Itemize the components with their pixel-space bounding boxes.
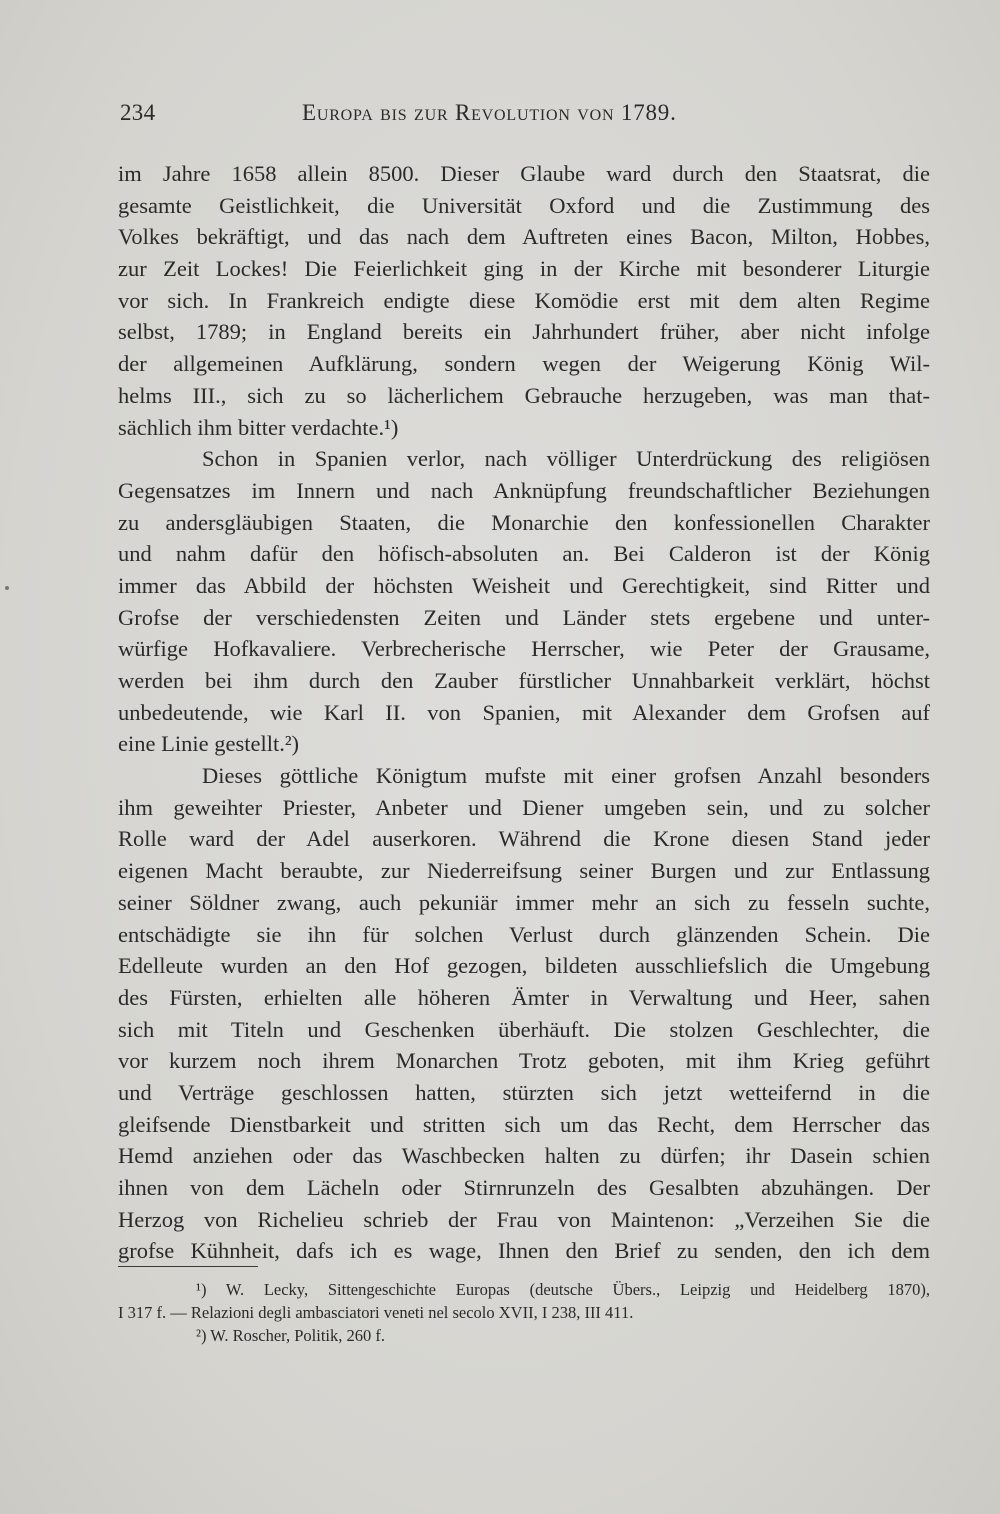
text-line: würfige Hofkavaliere. Verbrecherische Herrscher, wie Peter der Grausame, <box>118 636 930 662</box>
text-line: seiner Söldner zwang, auch pekuniär immer mehr an sich zu fesseln suchte, <box>118 889 930 915</box>
text-line: zu andersgläubigen Staaten, die Monarchie den konfessionellen Charakter <box>118 509 930 535</box>
text-line: zur Zeit Lockes! Die Feierlichkeit ging in der Kirche mit besonderer Liturgie <box>118 256 930 282</box>
footnote-line: ²) W. Roscher, Politik, 260 f. <box>196 1326 385 1345</box>
text-line: und nahm dafür den höfisch-absoluten an. Bei Calderon ist der König <box>118 541 930 567</box>
footnotes <box>118 1278 930 1347</box>
page-header <box>120 100 938 134</box>
text-line: werden bei ihm durch den Zauber fürstlicher Unnahbarkeit verklärt, höchst <box>118 668 930 693</box>
text-line: immer das Abbild der höchsten Weisheit und Gerechtigkeit, sind Ritter und <box>118 572 930 598</box>
text-line: gleifsende Dienstbarkeit und stritten sich um das Recht, dem Herrscher das <box>118 1111 930 1137</box>
scan-speck <box>5 586 9 590</box>
footnote-line: I 317 f. — Relazioni degli ambasciatori veneti nel secolo XVII, I 238, III 411. <box>118 1303 634 1322</box>
text-line: ihm geweihter Priester, Anbeter und Diener umgeben sein, und zu solcher <box>118 794 930 820</box>
text-line: Hemd anziehen oder das Waschbecken halten zu dürfen; ihr Dasein schien <box>118 1143 930 1169</box>
text-line: grofse Kühnheit, dafs ich es wage, Ihnen den Brief zu senden, den ich dem <box>118 1238 930 1264</box>
text-line: Edelleute wurden an den Hof gezogen, bildeten ausschliefslich die Umgebung <box>118 953 930 979</box>
text-line: selbst, 1789; in England bereits ein Jahrhundert früher, aber nicht infolge <box>118 319 930 345</box>
text-line: und Verträge geschlossen hatten, stürzten sich jetzt wetteifernd in die <box>118 1079 930 1105</box>
text-line: entschädigte sie ihn für solchen Verlust durch glänzenden Schein. Die <box>118 921 930 947</box>
footnote-divider <box>118 1266 258 1267</box>
text-line: Volkes bekräftigt, und das nach dem Auftreten eines Bacon, Milton, Hobbes, <box>118 224 930 250</box>
footnote-line: ¹) W. Lecky, Sittengeschichte Europas (deutsche Übers., Leipzig und Heidelberg 1870), <box>196 1280 930 1299</box>
text-line: helms III., sich zu so lächerlichem Gebrauche herzugeben, was man that- <box>118 382 930 408</box>
text-line: im Jahre 1658 allein 8500. Dieser Glaube ward durch den Staatsrat, die <box>118 161 930 186</box>
page-number: 234 <box>120 100 156 125</box>
text-line: des Fürsten, erhielten alle höheren Ämter in Verwaltung und Heer, sahen <box>118 984 930 1010</box>
text-line: gesamte Geistlichkeit, die Universität Oxford und die Zustimmung des <box>118 192 930 218</box>
text-line: eigenen Macht beraubte, zur Niederreifsung seiner Burgen und zur Entlassung <box>118 858 930 884</box>
body-text <box>118 158 930 1267</box>
text-line: Rolle ward der Adel auserkoren. Während die Krone diesen Stand jeder <box>118 826 930 852</box>
text-line: der allgemeinen Aufklärung, sondern wegen der Weigerung König Wil- <box>118 351 930 377</box>
text-line: vor kurzem noch ihrem Monarchen Trotz geboten, mit ihm Krieg geführt <box>118 1048 930 1074</box>
running-title: Europa bis zur Revolution von 1789. <box>302 100 677 125</box>
text-line: unbedeutende, wie Karl II. von Spanien, mit Alexander dem Grofsen auf <box>118 699 930 725</box>
text-line: Grofse der verschiedensten Zeiten und Länder stets ergebene und unter- <box>118 604 930 630</box>
text-line: Schon in Spanien verlor, nach völliger Unterdrückung des religiösen <box>202 446 930 472</box>
text-line: eine Linie gestellt.²) <box>118 731 300 757</box>
text-line: vor sich. In Frankreich endigte diese Komödie erst mit dem alten Regime <box>118 287 930 313</box>
text-line: ihnen von dem Lächeln oder Stirnrunzeln des Gesalbten abzuhängen. Der <box>118 1175 930 1200</box>
text-line: Dieses göttliche Königtum mufste mit einer grofsen Anzahl besonders <box>202 763 930 789</box>
text-line: Gegensatzes im Innern und nach Anknüpfung freundschaftlicher Beziehungen <box>118 477 930 503</box>
text-line: Herzog von Richelieu schrieb der Frau von Maintenon: „Verzeihen Sie die <box>118 1206 930 1232</box>
text-line: sächlich ihm bitter verdachte.¹) <box>118 414 399 440</box>
text-line: sich mit Titeln und Geschenken überhäuft. Die stolzen Geschlechter, die <box>118 1016 930 1042</box>
